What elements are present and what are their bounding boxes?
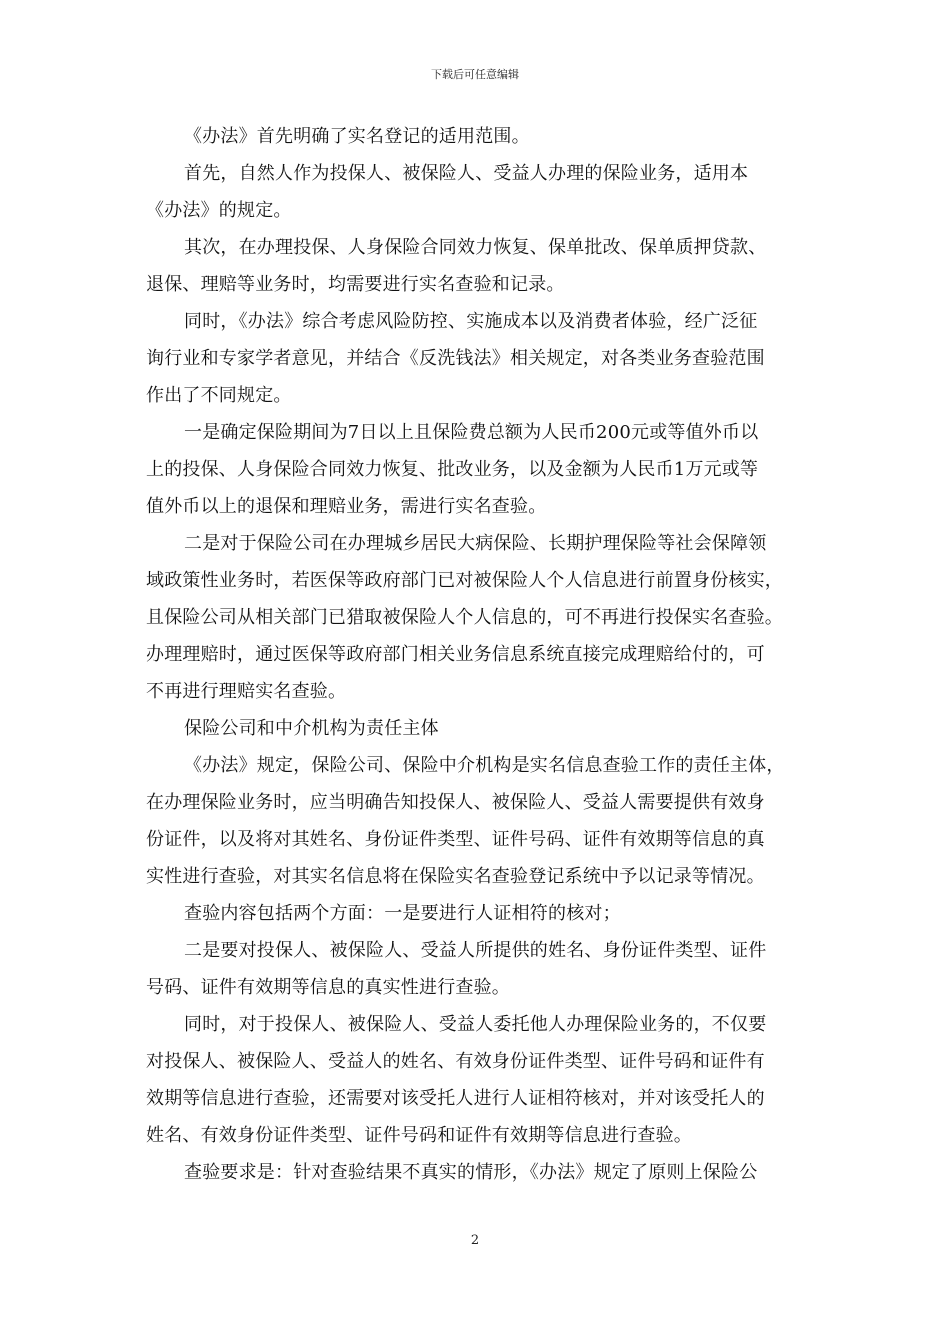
text-line: 同时，《办法》综合考虑风险防控、实施成本以及消费者体验，经广泛征 <box>184 311 758 332</box>
text-line: 域政策性业务时，若医保等政府部门已对被保险人个人信息进行前置身份核实， <box>146 570 783 591</box>
text-line: 一是确定保险期间为7日以上且保险费总额为人民币200元或等值外币以 <box>184 422 759 443</box>
page-header: 下载后可任意编辑 <box>431 68 519 81</box>
text-line: 作出了不同规定。 <box>146 385 292 406</box>
text-line: 效期等信息进行查验，还需要对该受托人进行人证相符核对，并对该受托人的 <box>146 1088 765 1109</box>
text-line: 不再进行理赔实名查验。 <box>146 681 347 702</box>
text-line: 且保险公司从相关部门已猎取被保险人个人信息的，可不再进行投保实名查验。 <box>146 607 783 628</box>
text-line: 退保、理赔等业务时，均需要进行实名查验和记录。 <box>146 274 565 295</box>
text-line: 二是对于保险公司在办理城乡居民大病保险、长期护理保险等社会保障领 <box>184 533 767 554</box>
text-line: 查验要求是：针对查验结果不真实的情形，《办法》规定了原则上保险公 <box>184 1162 758 1183</box>
text-line: 实性进行查验，对其实名信息将在保险实名查验登记系统中予以记录等情况。 <box>146 866 765 887</box>
text-line: 对投保人、被保险人、受益人的姓名、有效身份证件类型、证件号码和证件有 <box>146 1051 765 1072</box>
text-line: 值外币以上的退保和理赔业务，需进行实名查验。 <box>146 496 547 517</box>
text-line: 上的投保、人身保险合同效力恢复、批改业务，以及金额为人民币1万元或等 <box>146 459 759 480</box>
text-line: 其次，在办理投保、人身保险合同效力恢复、保单批改、保单质押贷款、 <box>184 237 767 258</box>
text-line: 姓名、有效身份证件类型、证件号码和证件有效期等信息进行查验。 <box>146 1125 692 1146</box>
text-line: 号码、证件有效期等信息的真实性进行查验。 <box>146 977 510 998</box>
text-line: 询行业和专家学者意见，并结合《反洗钱法》相关规定，对各类业务查验范围 <box>146 348 765 369</box>
text-line: 同时，对于投保人、被保险人、受益人委托他人办理保险业务的，不仅要 <box>184 1014 767 1035</box>
text-line: 查验内容包括两个方面：一是要进行人证相符的核对； <box>184 903 621 924</box>
document-body <box>146 118 806 1191</box>
text-line: 《办法》规定，保险公司、保险中介机构是实名信息查验工作的责任主体， <box>184 755 785 776</box>
text-line: 《办法》首先明确了实名登记的适用范围。 <box>184 126 530 147</box>
page-number: 2 <box>470 1233 480 1248</box>
text-line: 首先，自然人作为投保人、被保险人、受益人办理的保险业务，适用本 <box>184 163 749 184</box>
text-line: 《办法》的规定。 <box>146 200 292 221</box>
text-line: 办理理赔时，通过医保等政府部门相关业务信息系统直接完成理赔给付的，可 <box>146 644 765 665</box>
text-line: 二是要对投保人、被保险人、受益人所提供的姓名、身份证件类型、证件 <box>184 940 767 961</box>
text-line: 份证件，以及将对其姓名、身份证件类型、证件号码、证件有效期等信息的真 <box>146 829 765 850</box>
text-line: 在办理保险业务时，应当明确告知投保人、被保险人、受益人需要提供有效身 <box>146 792 765 813</box>
text-line: 保险公司和中介机构为责任主体 <box>184 718 439 739</box>
